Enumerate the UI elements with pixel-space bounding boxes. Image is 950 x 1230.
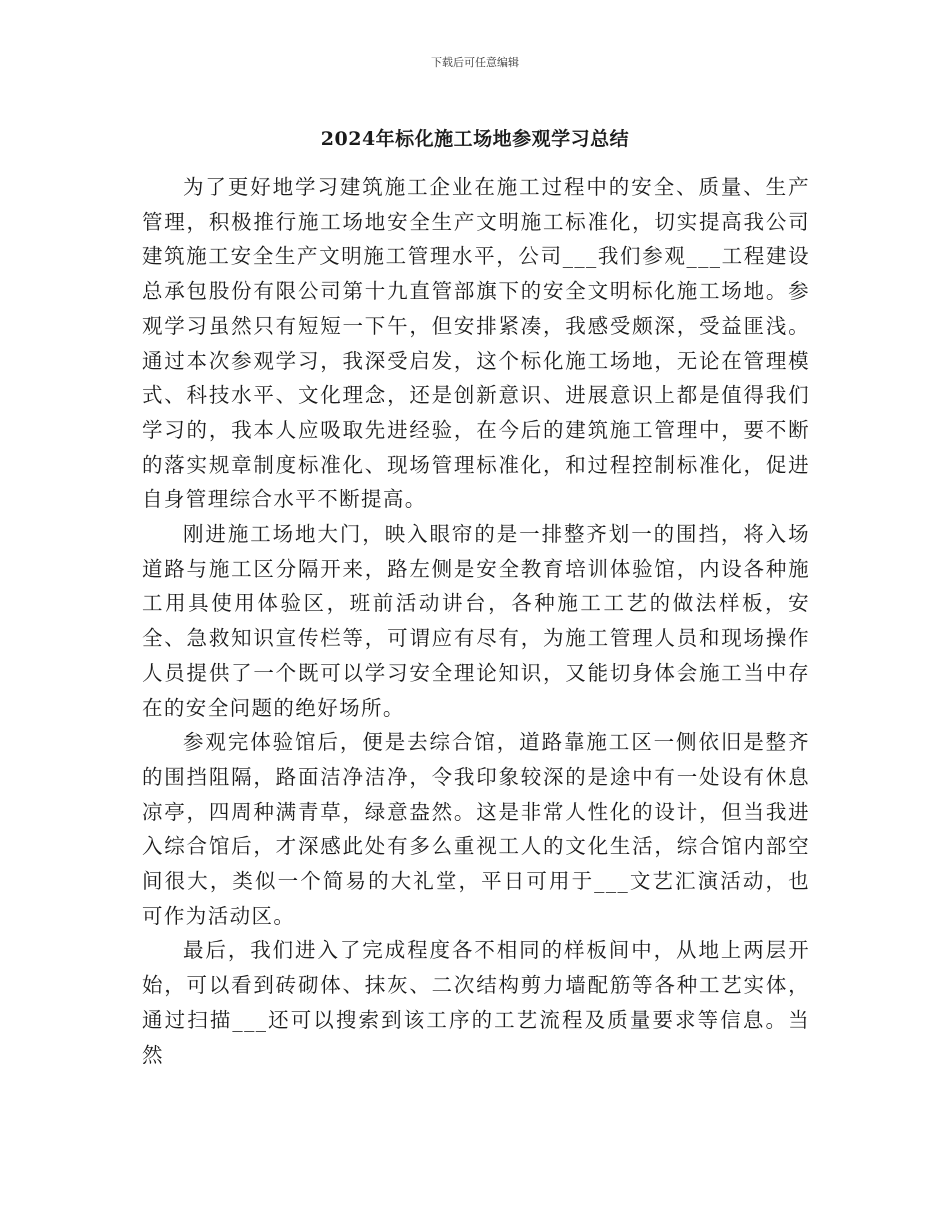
paragraph-3: 参观完体验馆后，便是去综合馆，道路靠施工区一侧依旧是整齐的围挡阻隔，路面洁净洁净，令我印象较深的是途中有一处设有休息凉亭，四周种满青草，绿意盎然。这是非常人性化的设计，但当我进入综合馆后，才深感此处有多么重视工人的文化生活，综合馆内部空间很大，类似一个简易的大礼堂，平日可用于___文艺汇演活动，也可作为活动区。 — [142, 730, 810, 928]
document-body — [142, 170, 810, 1072]
paragraph-4: 最后，我们进入了完成程度各不相同的样板间中，从地上两层开始，可以看到砖砌体、抹灰、二次结构剪力墙配筋等各种工艺实体，通过扫描___还可以搜索到该工序的工艺流程及质量要求等信息。当然 — [142, 938, 810, 1067]
paragraph-2: 刚进施工场地大门，映入眼帘的是一排整齐划一的围挡，将入场道路与施工区分隔开来，路左侧是安全教育培训体验馆，内设各种施工用具使用体验区，班前活动讲台，各种施工工艺的做法样板，安全、急救知识宣传栏等，可谓应有尽有，为施工管理人员和现场操作人员提供了一个既可以学习安全理论知识，又能切身体会施工当中存在的安全问题的绝好场所。 — [142, 522, 810, 720]
paragraph-1: 为了更好地学习建筑施工企业在施工过程中的安全、质量、生产管理，积极推行施工场地安全生产文明施工标准化，切实提高我公司建筑施工安全生产文明施工管理水平，公司___我们参观___工程建设总承包股份有限公司第十九直管部旗下的安全文明标化施工场地。参观学习虽然只有短短一下午，但安排紧凑，我感受颇深，受益匪浅。通过本次参观学习，我深受启发，这个标化施工场地，无论在管理模式、科技水平、文化理念，还是创新意识、进展意识上都是值得我们学习的，我本人应吸取先进经验，在今后的建筑施工管理中，要不断的落实规章制度标准化、现场管理标准化，和过程控制标准化，促进自身管理综合水平不断提高。 — [142, 175, 810, 512]
document-title: 2024年标化施工场地参观学习总结 — [320, 128, 630, 150]
page-header-note: 下载后可任意编辑 — [431, 56, 519, 69]
